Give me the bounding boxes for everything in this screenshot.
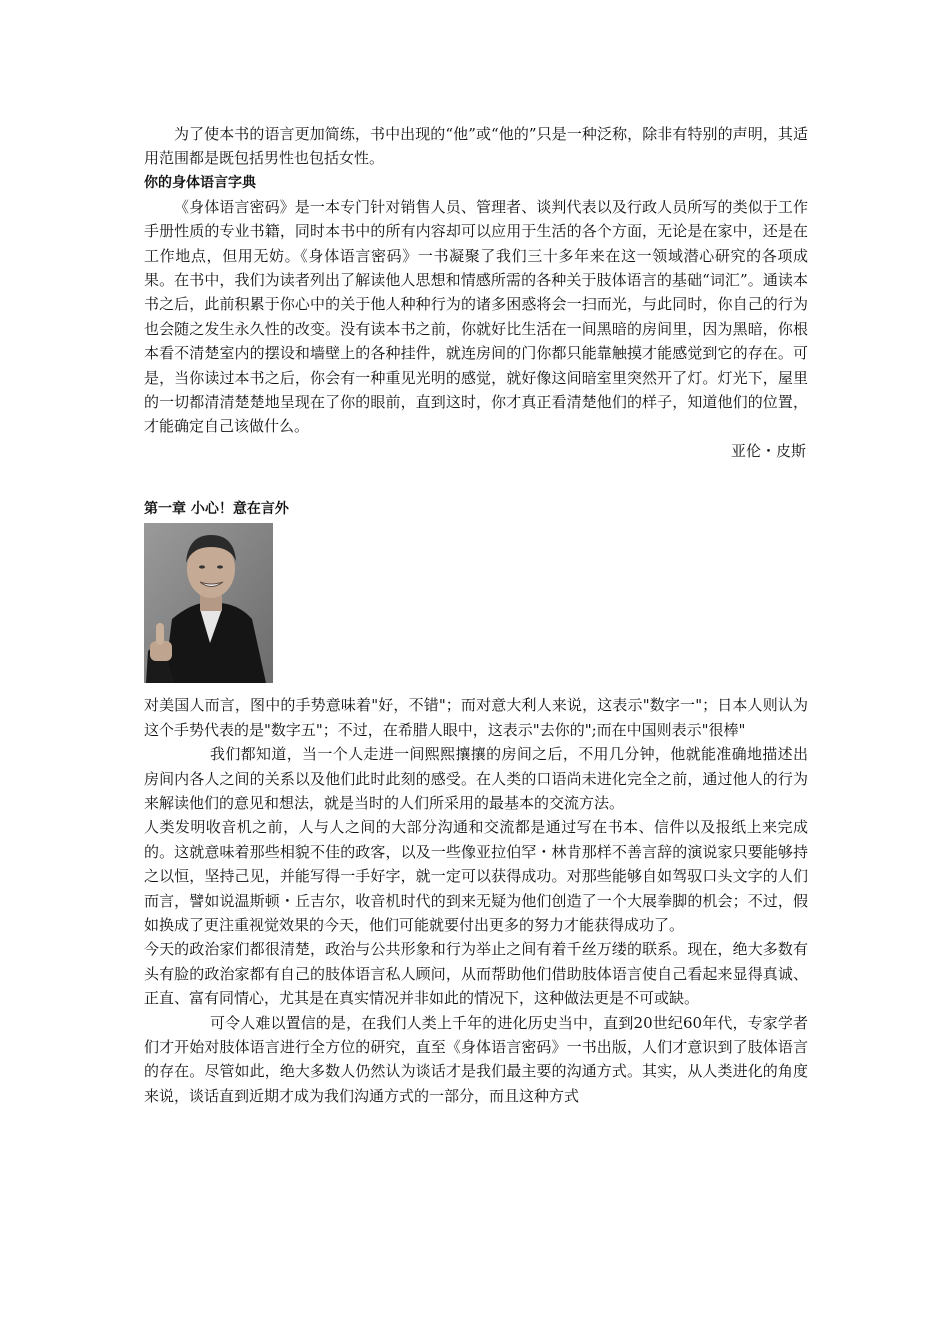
thumbs-up-photo — [144, 523, 273, 683]
dictionary-paragraph: 《身体语言密码》是一本专门针对销售人员、管理者、谈判代表以及行政人员所写的类似于工作手册性质的专业书籍，同时本书中的所有内容却可以应用于生活的各个方面，无论是在家中，还是在工作地点，但用无妨。《身体语言密码》一书凝聚了我们三十多年来在这一领域潜心研究的各项成果。在书中，我们为读者列出了解读他人思想和情感所需的各种关于肢体语言的基础“词汇”。通读本书之后，此前积累于你心中的关于他人种种行为的诸多困惑将会一扫而光，与此同时，你自己的行为也会随之发生永久性的改变。没有读本书之前，你就好比生活在一间黑暗的房间里，因为黑暗，你根本看不清楚室内的摆设和墙壁上的各种挂件，就连房间的门你都只能靠触摸才能感觉到它的存在。可是，当你读过本书之后，你会有一种重见光明的感觉，就好像这间暗室里突然开了灯。灯光下，屋里的一切都清清楚楚地呈现在了你的眼前，直到这时，你才真正看清楚他们的样子，知道他们的位置，才能确定自己该做什么。 — [144, 197, 808, 436]
section-heading: 你的身体语言字典 — [144, 174, 256, 191]
body-paragraph-4: 可令人难以置信的是，在我们人类上千年的进化历史当中，直到20世纪60年代，专家学者们才开始对肢体语言进行全方位的研究，直至《身体语言密码》一书出版，人们才意识到了肢体语言的存在。尽管如此，绝大多数人仍然认为谈话才是我们最主要的沟通方式。其实，从人类进化的角度来说，谈话直到近期才成为我们沟通方式的一部分，而且这种方式 — [144, 1013, 808, 1105]
body-paragraph-1: 我们都知道，当一个人走进一间熙熙攘攘的房间之后，不用几分钟，他就能准确地描述出房间内各人之间的关系以及他们此时此刻的感受。在人类的口语尚未进化完全之前，通过他人的行为来解读他们的意见和想法，就是当时的人们所采用的最基本的交流方法。 — [144, 745, 808, 812]
body-paragraph-2: 人类发明收音机之前，人与人之间的大部分沟通和交流都是通过写在书本、信件以及报纸上来完成的。这就意味着那些相貌不佳的政客，以及一些像亚拉伯罕・林肯那样不善言辞的演说家只要能够持之以恒，坚持己见，并能写得一手好字，就一定可以获得成功。对那些能够自如驾驭口头文字的人们而言，譬如说温斯顿・丘吉尔，收音机时代的到来无疑为他们创造了一个大展拳脚的机会；不过，假如换成了更注重视觉效果的今天，他们可能就要付出更多的努力才能获得成功了。 — [144, 818, 808, 934]
thumbs-up-illustration — [144, 523, 273, 683]
intro-note: 为了使本书的语言更加简练，书中出现的“他”或“他的”只是一种泛称，除非有特别的声明，其适用范围都是既包括男性也包括女性。 — [144, 125, 808, 168]
author-signature: 亚伦・皮斯 — [730, 441, 806, 460]
document-page — [144, 122, 808, 1108]
photo-caption: 对美国人而言，图中的手势意味着"好，不错"；而对意大利人来说，这表示"数字一"；日本人则认为这个手势代表的是"数字五"；不过，在希腊人眼中，这表示"去你的";而在中国则表示"很棒" — [144, 696, 808, 739]
body-paragraph-3: 今天的政治家们都很清楚，政治与公共形象和行为举止之间有着千丝万缕的联系。现在，绝大多数有头有脸的政治家都有自己的肢体语言私人顾问，从而帮助他们借助肢体语言使自己看起来显得真诚、正直、富有同情心，尤其是在真实情况并非如此的情况下，这种做法更是不可或缺。 — [144, 940, 808, 1008]
chapter-title: 第一章 小心！意在言外 — [144, 501, 289, 518]
